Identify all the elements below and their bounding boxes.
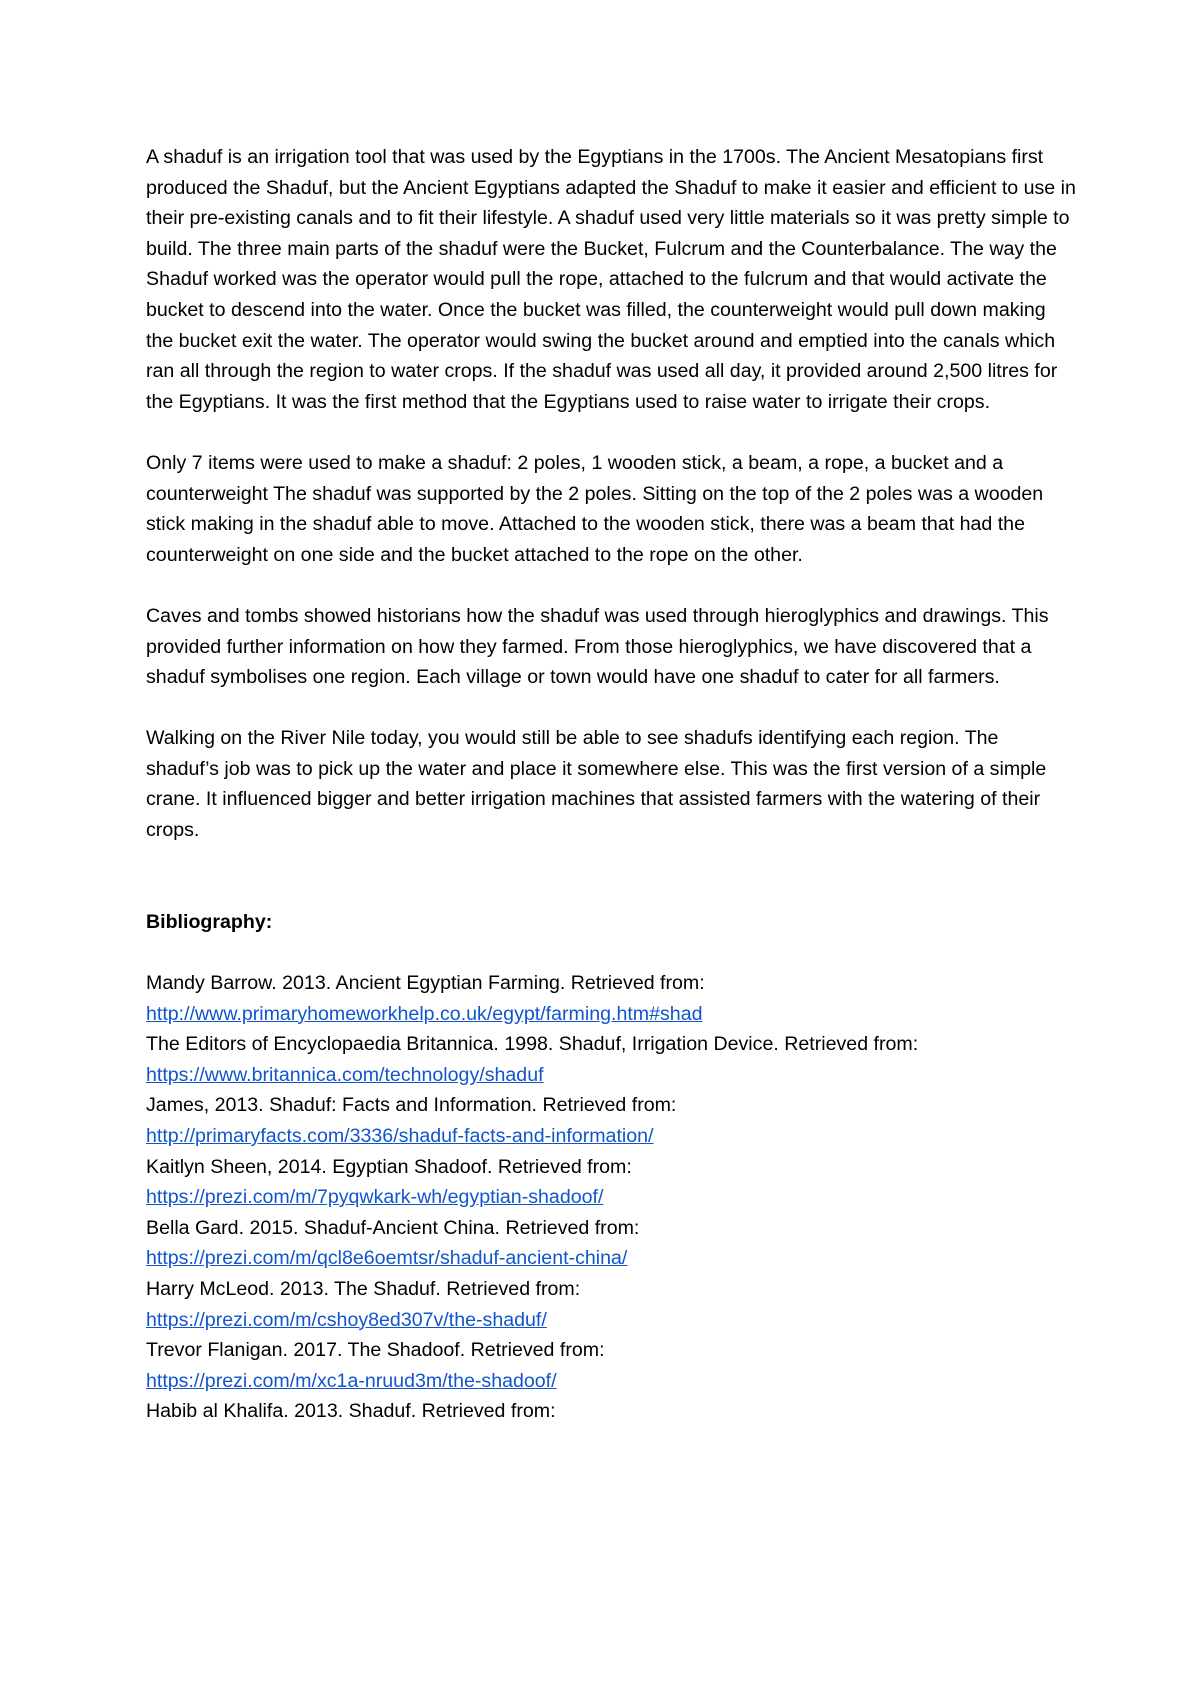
paragraph-materials: Only 7 items were used to make a shaduf: 2 poles, 1 wooden stick, a beam, a rope, a bucket and a counterweight The shaduf was supported by the 2 poles. Sitting on the top of the 2 poles was a wooden stick making in the shaduf able to move. Attached to the wooden stick, there was a beam that had the counterweight on one side and the bucket attached to the rope on the other. <box>146 451 1044 566</box>
reference-link[interactable]: https://prezi.com/m/7pyqwkark-wh/egyptian-shadoof/ <box>146 1186 604 1209</box>
reference-text: Kaitlyn Sheen, 2014. Egyptian Shadoof. Retrieved from: <box>146 1155 632 1178</box>
reference-link[interactable]: http://www.primaryhomeworkhelp.co.uk/egypt/farming.htm#shad <box>146 1002 703 1025</box>
reference-text: The Editors of Encyclopaedia Britannica. 1998. Shaduf, Irrigation Device. Retrieved from: <box>146 1033 919 1056</box>
bibliography-list <box>146 968 1076 1427</box>
document-page <box>146 142 1076 1427</box>
reference-text: Harry McLeod. 2013. The Shaduf. Retrieved from: <box>146 1277 581 1300</box>
reference-text: James, 2013. Shaduf: Facts and Information. Retrieved from: <box>146 1094 677 1117</box>
reference-text: Bella Gard. 2015. Shaduf-Ancient China. Retrieved from: <box>146 1216 640 1239</box>
reference-link[interactable]: https://www.britannica.com/technology/shaduf <box>146 1063 544 1086</box>
bibliography-entry <box>146 1152 1076 1213</box>
bibliography-entry <box>146 1335 1076 1396</box>
bibliography-entry <box>146 968 1076 1029</box>
reference-link[interactable]: https://prezi.com/m/qcl8e6oemtsr/shaduf-ancient-china/ <box>146 1247 628 1270</box>
bibliography-entry <box>146 1396 1076 1427</box>
bibliography-entry <box>146 1213 1076 1274</box>
spacer <box>146 876 1076 907</box>
reference-link[interactable]: https://prezi.com/m/xc1a-nruud3m/the-shadoof/ <box>146 1369 557 1392</box>
paragraph-today: Walking on the River Nile today, you would still be able to see shadufs identifying each region. The shaduf’s job was to pick up the water and place it somewhere else. This was the first version of a simple crane. It influenced bigger and better irrigation machines that assisted farmers with the watering of their crops. <box>146 727 1047 842</box>
reference-text: Habib al Khalifa. 2013. Shaduf. Retrieved from: <box>146 1400 556 1423</box>
reference-link[interactable]: http://primaryfacts.com/3336/shaduf-facts-and-information/ <box>146 1125 654 1147</box>
paragraph-intro: A shaduf is an irrigation tool that was used by the Egyptians in the 1700s. The Ancient Mesatopians first produced the Shaduf, but the Ancient Egyptians adapted the Shaduf to make it easier and efficient to use in their pre-existing canals and to fit their lifestyle. A shaduf used very little materials so it was pretty simple to build. The three main parts of the shaduf were the Bucket, Fulcrum and the Counterbalance. The way the Shaduf worked was the operator would pull the rope, attached to the fulcrum and that would activate the bucket to descend into the water. Once the bucket was filled, the counterweight would pull down making the bucket exit the water. The operator would swing the bucket around and emptied into the canals which ran all through the region to water crops. If the shaduf was used all day, it provided around 2,500 litres for the Egyptians. It was the first method that the Egyptians used to raise water to irrigate their crops. <box>146 146 1076 413</box>
bibliography-heading: Bibliography: <box>146 910 273 933</box>
bibliography-entry <box>146 1090 1076 1151</box>
reference-text: Mandy Barrow. 2013. Ancient Egyptian Farming. Retrieved from: <box>146 972 705 995</box>
reference-text: Trevor Flanigan. 2017. The Shadoof. Retrieved from: <box>146 1339 605 1362</box>
paragraph-history: Caves and tombs showed historians how the shaduf was used through hieroglyphics and drawings. This provided further information on how they farmed. From those hieroglyphics, we have discovered that a shaduf symbolises one region. Each village or town would have one shaduf to cater for all farmers. <box>146 604 1049 689</box>
bibliography-entry <box>146 1274 1076 1335</box>
reference-link[interactable]: https://prezi.com/m/cshoy8ed307v/the-shaduf/ <box>146 1308 547 1331</box>
bibliography-entry <box>146 1029 1076 1090</box>
